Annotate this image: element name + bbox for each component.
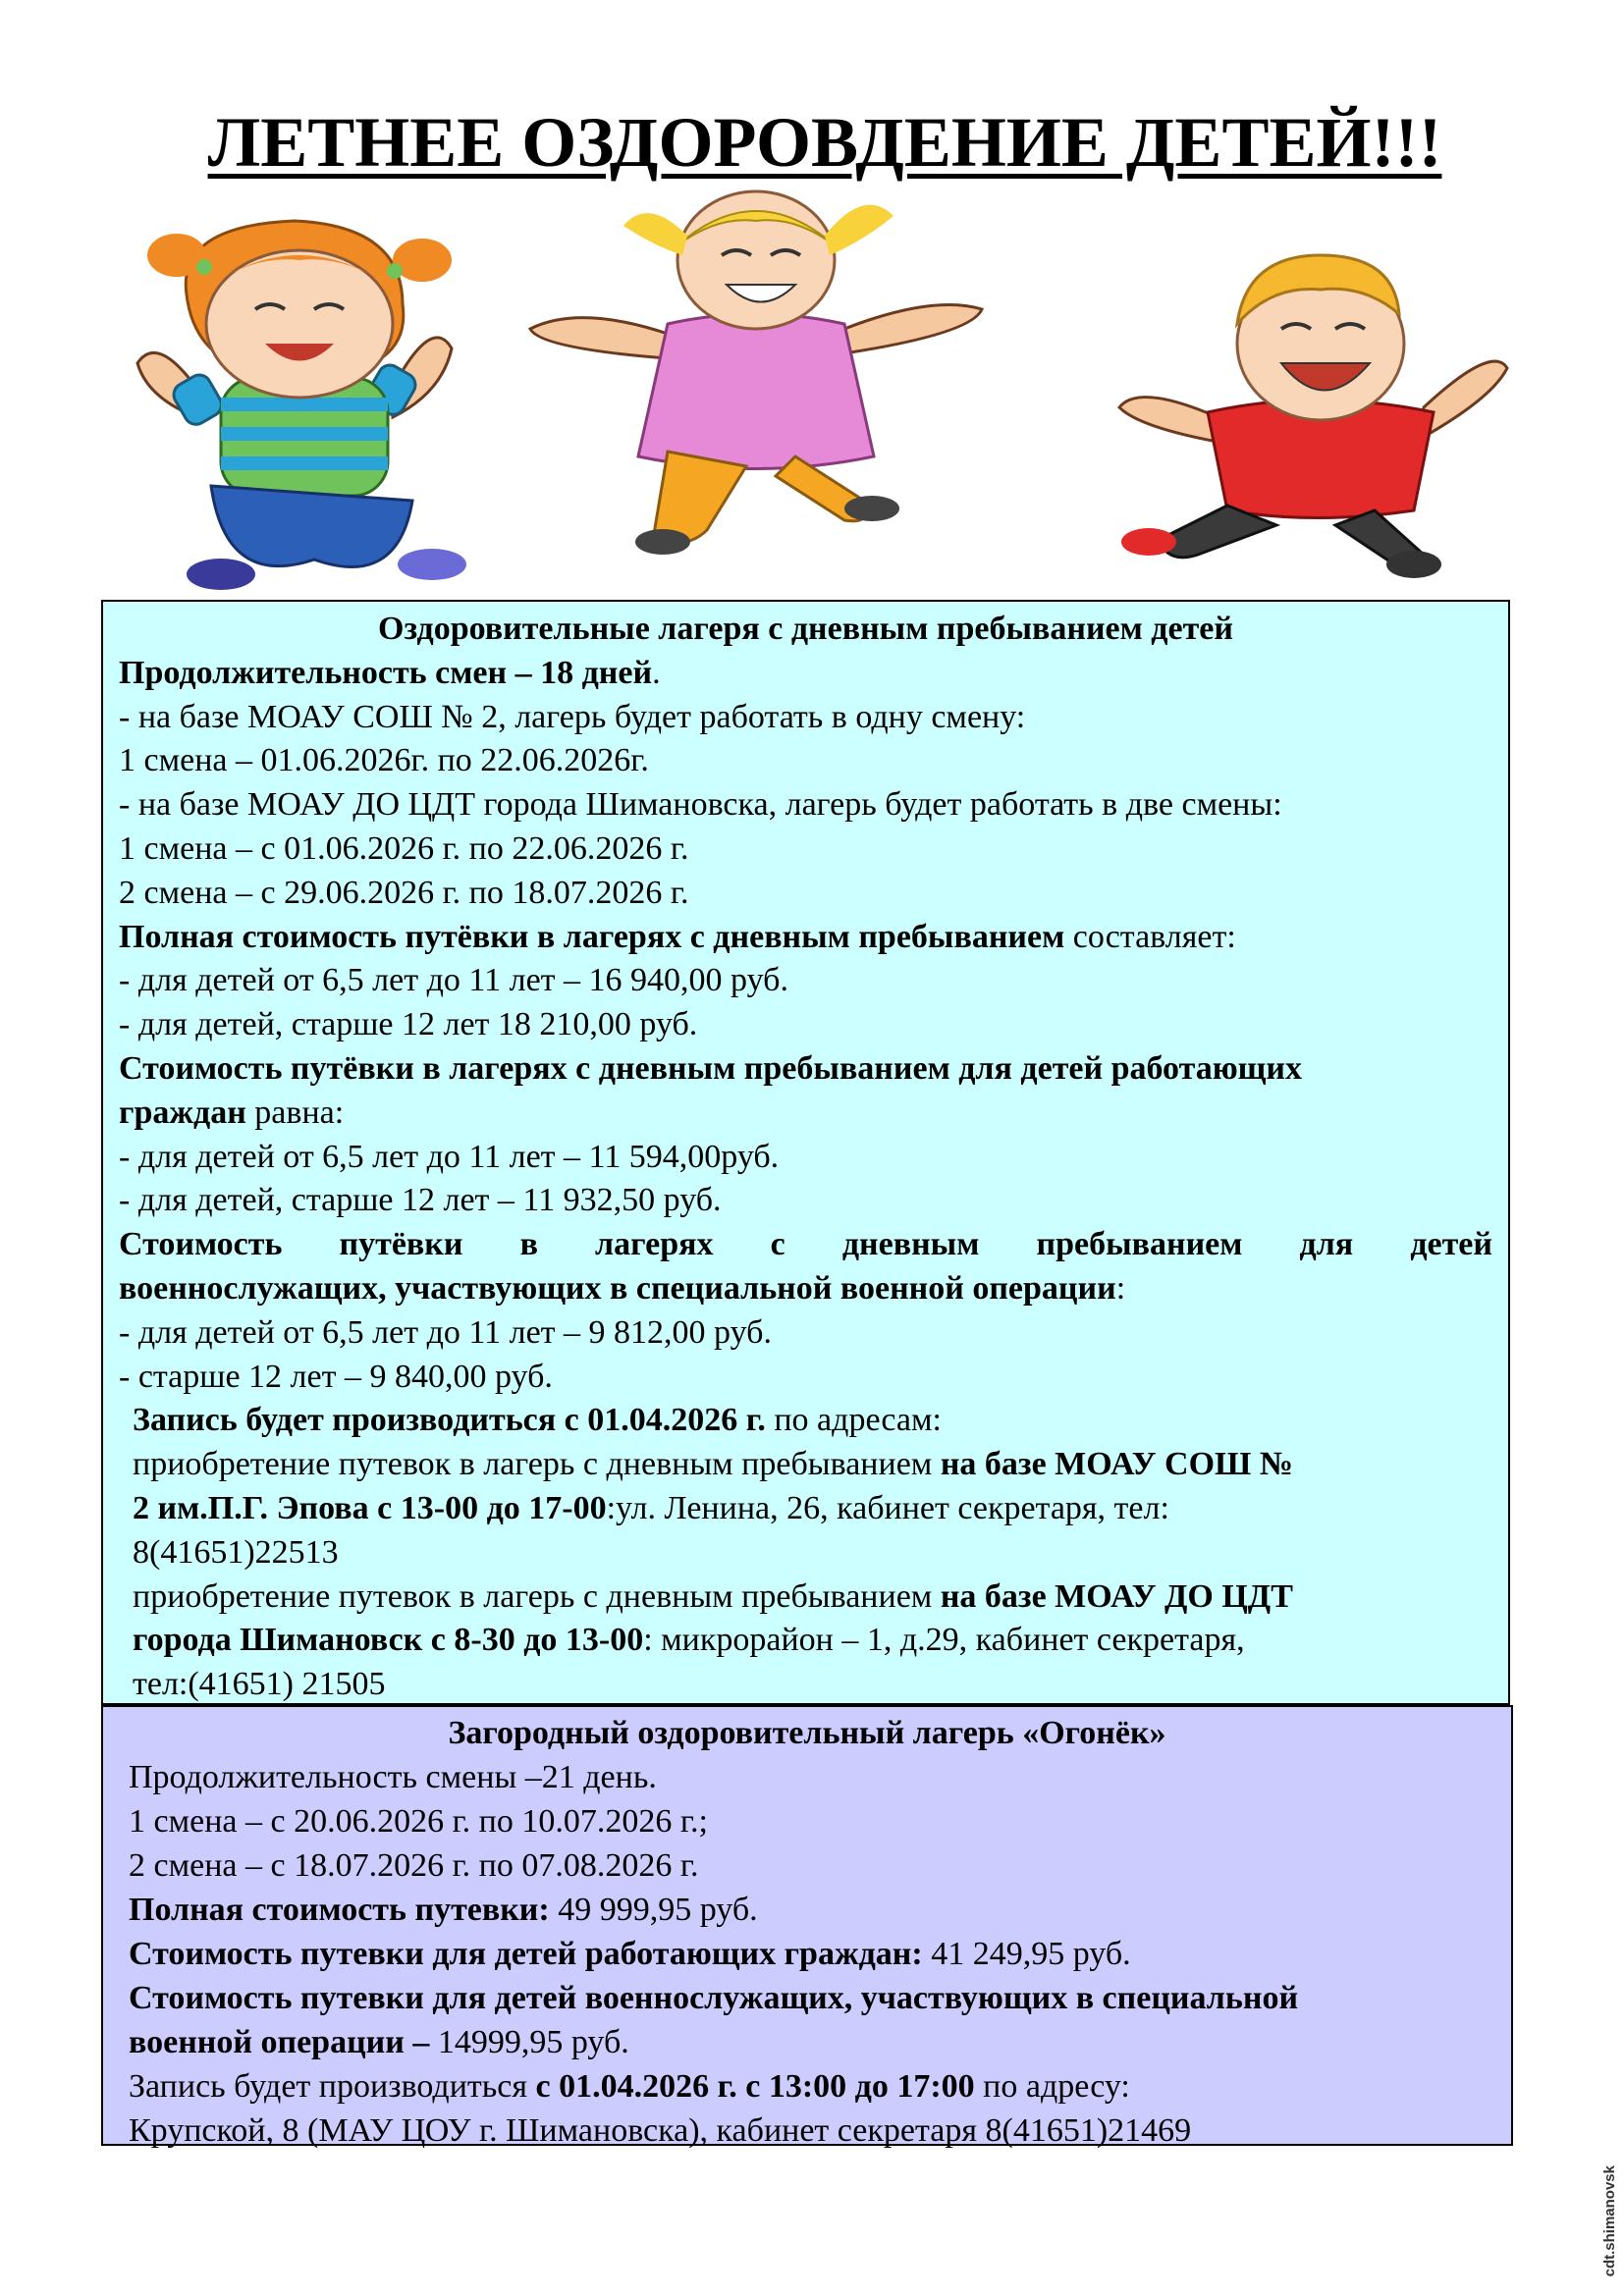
military-price-older: - старше 12 лет – 9 840,00 руб. [119,1358,553,1395]
signup-info: Запись будет производиться с 01.04.2026 г. по адресам: [133,1402,942,1439]
page-title: ЛЕТНЕЕ ОЗДОРОВДЕНИЕ ДЕТЕЙ!!! [207,103,1442,182]
girl-pink-dress-icon [530,191,982,555]
military-price-young: - для детей от 6,5 лет до 11 лет – 9 812,00 руб. [119,1313,772,1351]
children-illustration [118,187,1532,599]
country-camp-section [101,1705,1513,2149]
cdt-shift1: 1 смена – с 01.06.2026 г. по 22.06.2026 г. [119,829,689,867]
address2-line2: города Шимановск с 8-30 до 13-00: микрорайон – 1, д.29, кабинет секретаря, [133,1622,1245,1659]
cdt-info: - на базе МОАУ ДО ЦДТ города Шимановска, лагерь будет работать в две смены: [119,786,1282,824]
working-price-older: - для детей, старше 12 лет – 11 932,50 руб. [119,1182,722,1219]
day-camps-section [101,600,1510,1705]
military-price-heading-1: Стоимость путёвки в лагерях с дневным пребыванием для детей [119,1226,1492,1263]
country-camp-duration: Продолжительность смены –21 день. [129,1759,657,1795]
country-camp-shift1: 1 смена – с 20.06.2026 г. по 10.07.2026 г.; [129,1803,708,1840]
address1-phone: 8(41651)22513 [133,1533,339,1571]
address1-line1: приобретение путевок в лагерь с дневным пребыванием на базе МОАУ СОШ № [133,1446,1294,1483]
working-price-young: - для детей от 6,5 лет до 11 лет – 11 594,00руб. [119,1138,780,1175]
site-watermark: cdt.shimanovsk [1601,2164,1618,2276]
country-full-price: Полная стоимость путевки: 49 999,95 руб. [129,1892,758,1928]
full-price-young: - для детей от 6,5 лет до 11 лет – 16 940,00 руб. [119,962,788,999]
military-price-heading-2: военнослужащих, участвующих в специальной военной операции: [119,1269,1126,1307]
address2-line1: приобретение путевок в лагерь с дневным пребыванием на базе МОАУ ДО ЦДТ [133,1577,1293,1615]
country-camp-shift2: 2 смена – с 18.07.2026 г. по 07.08.2026 г. [129,1847,699,1884]
country-military-price-1: Стоимость путевки для детей военнослужащих, участвующих в специальной [129,1980,1299,2016]
day-camps-duration: Продолжительность смен – 18 дней. [119,654,661,691]
full-price-older: - для детей, старше 12 лет 18 210,00 руб. [119,1006,698,1043]
address1-line2: 2 им.П.Г. Эпова с 13-00 до 17-00:ул. Ленина, 26, кабинет секретаря, тел: [133,1489,1169,1526]
country-military-price-2: военной операции – 14999,95 руб. [129,2024,629,2060]
cdt-shift2: 2 смена – с 29.06.2026 г. по 18.07.2026 г. [119,874,689,911]
day-camps-heading: Оздоровительные лагеря с дневным пребыванием детей [378,611,1233,647]
address2-phone: тел:(41651) 21505 [133,1666,386,1703]
working-price-heading-1: Стоимость путёвки в лагерях с дневным пребыванием для детей работающих [119,1049,1302,1087]
country-working-price: Стоимость путевки для детей работающих граждан: 41 249,95 руб. [129,1936,1131,1972]
school2-shift1: 1 смена – 01.06.2026г. по 22.06.2026г. [119,742,649,779]
country-address: Крупской, 8 (МАУ ЦОУ г. Шимановска), кабинет секретаря 8(41651)21469 [129,2112,1192,2149]
school2-info: - на базе МОАУ СОШ № 2, лагерь будет работать в одну смену: [119,698,1026,735]
full-price-heading: Полная стоимость путёвки в лагерях с дневным пребыванием составляет: [119,918,1236,955]
boy-red-shirt-icon [1119,255,1507,578]
girl-striped-shirt-icon [137,221,466,590]
country-signup-info: Запись будет производиться с 01.04.2026 г. с 13:00 до 17:00 по адресу: [129,2068,1130,2105]
country-camp-heading: Загородный оздоровительный лагерь «Огонёк» [448,1715,1166,1751]
working-price-heading-2: граждан равна: [119,1094,345,1131]
